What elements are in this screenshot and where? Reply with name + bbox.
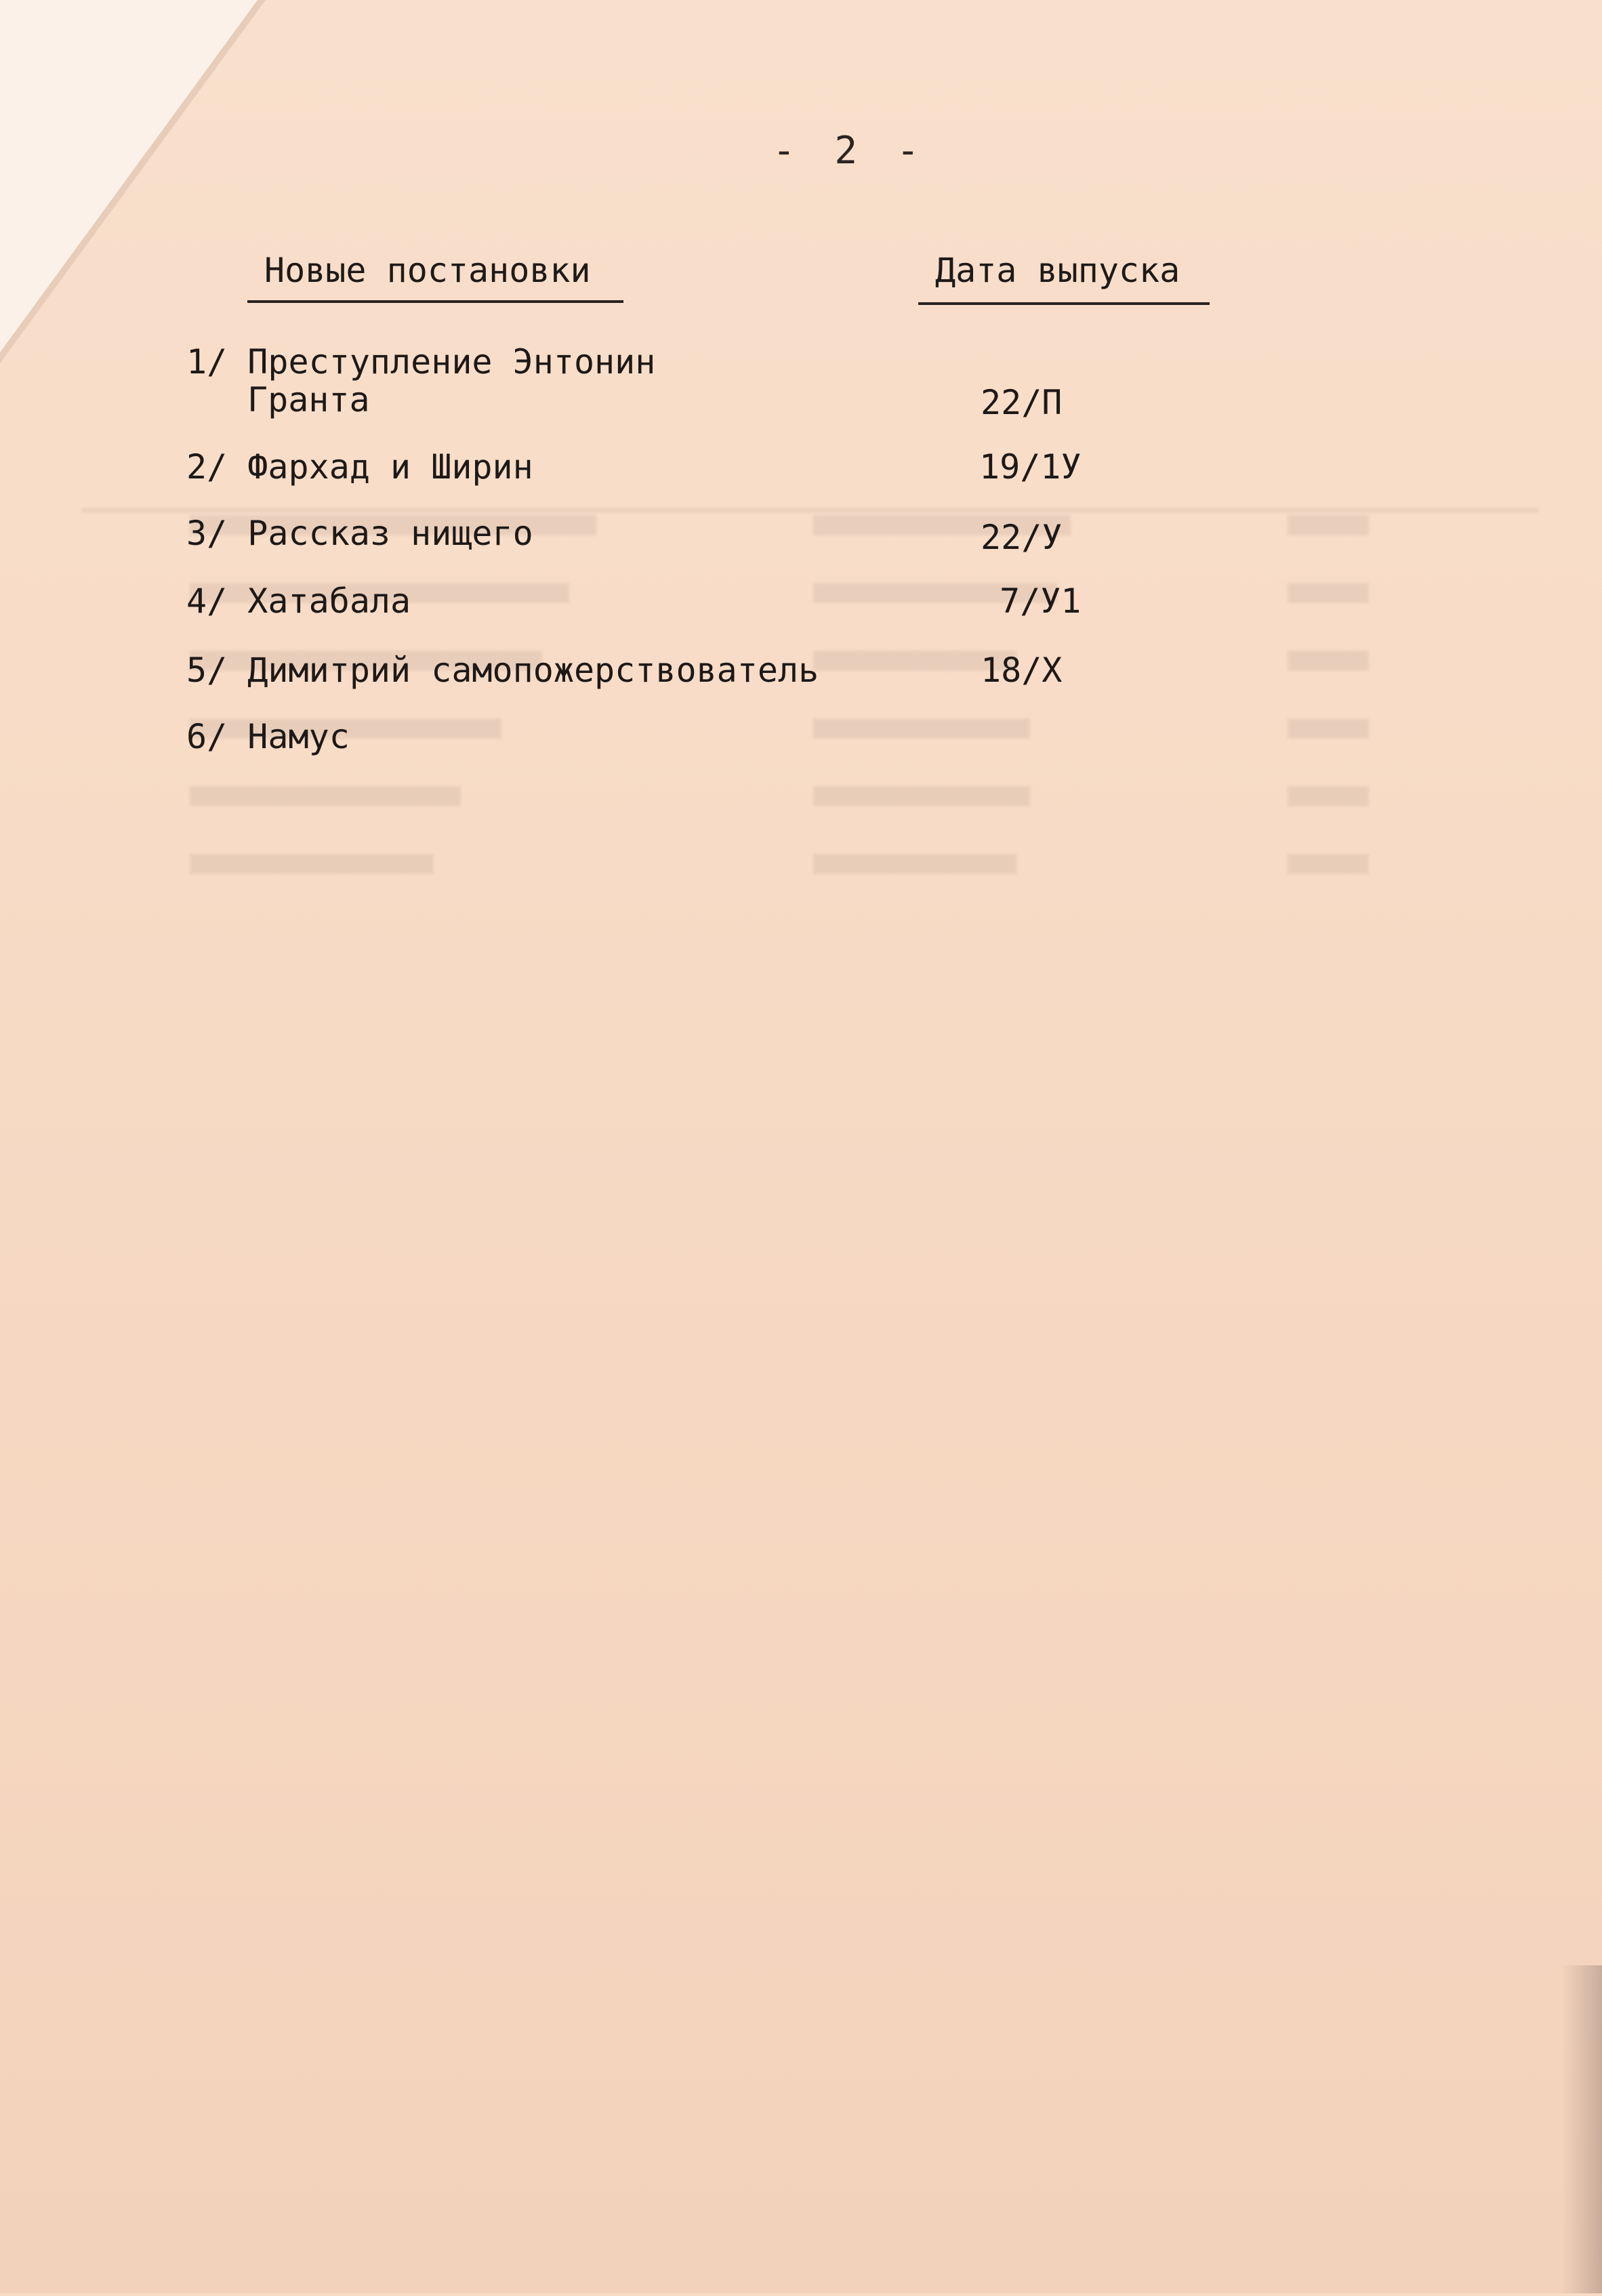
release-date: 22/П — [981, 383, 1063, 422]
header-underline — [918, 302, 1210, 305]
production-row — [186, 717, 350, 756]
production-row — [186, 447, 1082, 487]
production-title: 2/ Фархад и Ширин — [186, 447, 533, 487]
production-row — [186, 514, 1063, 557]
production-title: 6/ Намус — [186, 717, 350, 756]
scan-edge-shadow — [1561, 1965, 1602, 2293]
release-date: 22/У — [981, 518, 1063, 557]
release-date: 18/Х — [981, 651, 1063, 690]
production-title: 4/ Хатабала — [186, 581, 411, 621]
column-header-productions: Новые постановки — [264, 251, 591, 290]
column-header-release-date: Дата выпуска — [935, 251, 1180, 290]
production-title: 1/ Преступление Энтонин — [186, 342, 656, 382]
production-title: 5/ Димитрий самопожерствователь — [186, 651, 819, 690]
production-title: 3/ Рассказ нищего — [186, 514, 533, 553]
production-row — [186, 651, 1063, 690]
header-underline — [247, 300, 623, 303]
production-row — [186, 581, 1082, 621]
release-date: 19/1У — [979, 447, 1082, 487]
production-row — [186, 342, 1063, 422]
production-title-continued: Гранта — [247, 380, 370, 419]
release-date: 7/У1 — [1000, 581, 1082, 621]
page-number: - 2 - — [773, 129, 928, 173]
